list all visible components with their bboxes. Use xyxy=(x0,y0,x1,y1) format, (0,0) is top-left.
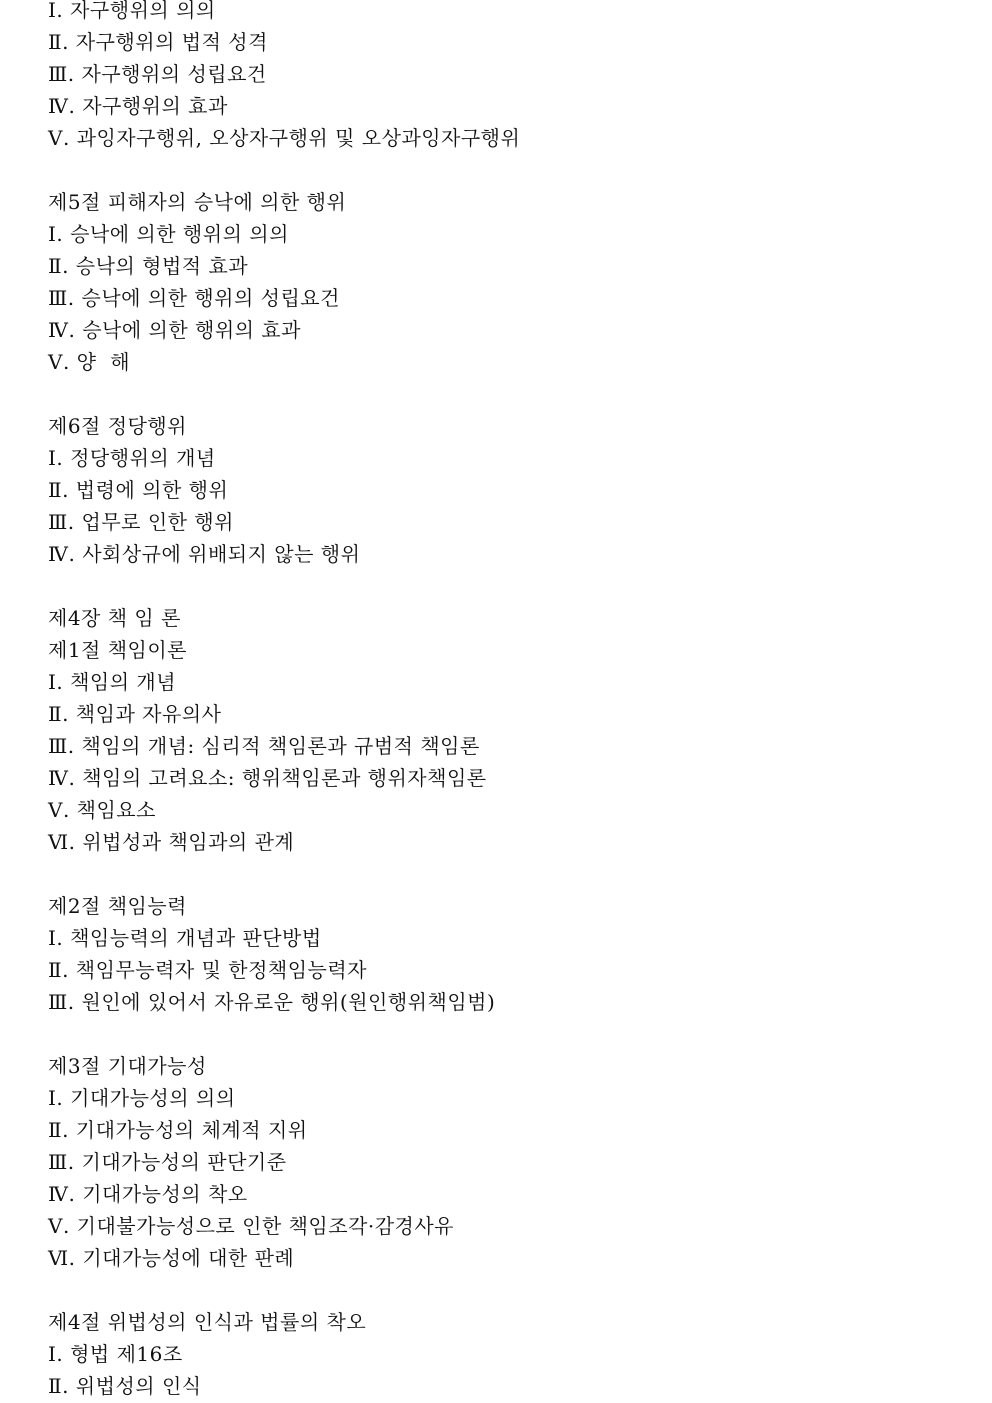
blank-line xyxy=(48,154,968,186)
toc-line: Ⅳ. 사회상규에 위배되지 않는 행위 xyxy=(48,542,361,566)
toc-line: Ⅵ. 위법성과 책임과의 관계 xyxy=(48,830,295,854)
toc-line: Ⅱ. 책임과 자유의사 xyxy=(48,702,222,726)
blank-line xyxy=(48,1274,968,1306)
document-body xyxy=(48,0,968,1402)
toc-line: Ⅵ. 기대가능성에 대한 판례 xyxy=(48,1246,295,1270)
section-heading: 제6절 정당행위 xyxy=(48,414,188,438)
toc-line: Ⅰ. 책임능력의 개념과 판단방법 xyxy=(48,926,322,950)
section-heading: 제5절 피해자의 승낙에 의한 행위 xyxy=(48,190,347,214)
section-heading: 제2절 책임능력 xyxy=(48,894,188,918)
toc-line: Ⅲ. 기대가능성의 판단기준 xyxy=(48,1150,287,1174)
toc-line: Ⅰ. 기대가능성의 의의 xyxy=(48,1086,236,1110)
section-heading: 제3절 기대가능성 xyxy=(48,1054,207,1078)
toc-line: Ⅱ. 자구행위의 법적 성격 xyxy=(48,30,268,54)
toc-line: Ⅴ. 책임요소 xyxy=(48,798,156,822)
blank-line xyxy=(48,570,968,602)
toc-line: Ⅴ. 과잉자구행위, 오상자구행위 및 오상과잉자구행위 xyxy=(48,126,521,150)
toc-line: Ⅳ. 자구행위의 효과 xyxy=(48,94,228,118)
toc-line: Ⅰ. 승낙에 의한 행위의 의의 xyxy=(48,222,289,246)
toc-line: Ⅳ. 기대가능성의 착오 xyxy=(48,1182,248,1206)
toc-line: Ⅲ. 업무로 인한 행위 xyxy=(48,510,234,534)
toc-line: Ⅲ. 책임의 개념: 심리적 책임론과 규범적 책임론 xyxy=(48,734,480,758)
section-heading: 제1절 책임이론 xyxy=(48,638,188,662)
toc-line: Ⅳ. 책임의 고려요소: 행위책임론과 행위자책임론 xyxy=(48,766,487,790)
toc-line: Ⅱ. 책임무능력자 및 한정책임능력자 xyxy=(48,958,368,982)
toc-line: Ⅰ. 자구행위의 의의 xyxy=(48,0,216,22)
blank-line xyxy=(48,1018,968,1050)
toc-line: Ⅳ. 승낙에 의한 행위의 효과 xyxy=(48,318,301,342)
blank-line xyxy=(48,858,968,890)
toc-line: Ⅱ. 법령에 의한 행위 xyxy=(48,478,229,502)
toc-line: Ⅴ. 양 해 xyxy=(48,350,131,374)
toc-line: Ⅰ. 정당행위의 개념 xyxy=(48,446,216,470)
toc-line: Ⅱ. 기대가능성의 체계적 지위 xyxy=(48,1118,308,1142)
toc-line: Ⅲ. 원인에 있어서 자유로운 행위(원인행위책임범) xyxy=(48,990,496,1014)
toc-line: Ⅱ. 승낙의 형법적 효과 xyxy=(48,254,249,278)
toc-line: Ⅱ. 위법성의 인식 xyxy=(48,1374,202,1398)
toc-line: Ⅰ. 형법 제16조 xyxy=(48,1342,183,1366)
section-heading: 제4절 위법성의 인식과 법률의 착오 xyxy=(48,1310,367,1334)
chapter-heading: 제4장 책 임 론 xyxy=(48,606,181,630)
toc-line: Ⅲ. 승낙에 의한 행위의 성립요건 xyxy=(48,286,340,310)
blank-line xyxy=(48,378,968,410)
toc-line: Ⅲ. 자구행위의 성립요건 xyxy=(48,62,267,86)
toc-line: Ⅴ. 기대불가능성으로 인한 책임조각·감경사유 xyxy=(48,1214,454,1238)
toc-line: Ⅰ. 책임의 개념 xyxy=(48,670,177,694)
